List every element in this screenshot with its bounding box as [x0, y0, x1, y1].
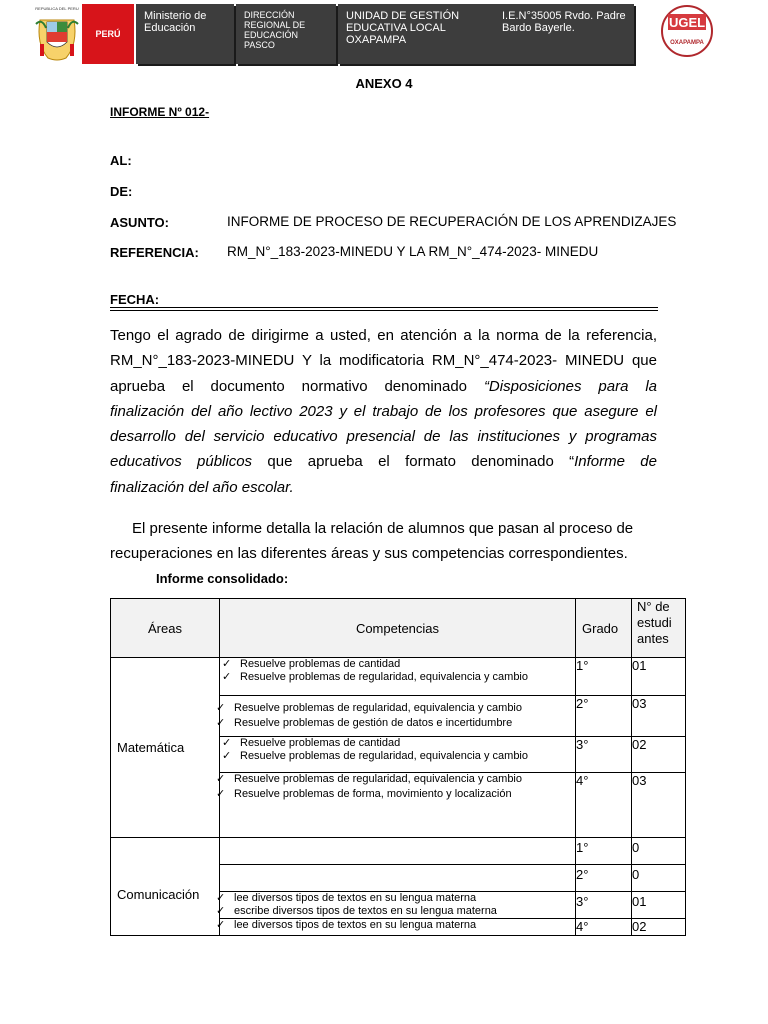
grado-cell: 4°: [576, 773, 632, 838]
grado-cell: 2°: [576, 865, 632, 892]
p1-line-4: finalización del año lectivo 2023 y el trabajo de los profesores que asegure el: [110, 402, 657, 420]
ugel-line-2: EDUCATIVA LOCAL: [346, 22, 446, 34]
competencias-cell: [220, 838, 576, 865]
ugel-line-3: OXAPAMPA: [346, 34, 407, 46]
school-line-1: I.E.N°35005 Rvdo. Padre: [502, 10, 626, 22]
area-comunicacion: Comunicación: [111, 838, 220, 936]
header-competencias: Competencias: [220, 599, 576, 658]
ugel-logo-text: UGEL: [668, 15, 706, 30]
n-estudiantes-cell: 0: [632, 838, 686, 865]
p2-line-1: El presente informe detalla la relación de alumnos que pasan al proceso de: [132, 520, 634, 537]
competencias-cell: ✓ Resuelve problemas de cantidad ✓ Resuelve problemas de regularidad, equivalencia y cambio: [220, 737, 576, 773]
consolidated-subtitle: Informe consolidado:: [156, 571, 289, 586]
check-icon: ✓: [216, 788, 226, 800]
p1-line-3: aprueba el documento normativo denominado “Disposiciones para la: [110, 377, 657, 395]
report-number: INFORME Nº 012-: [110, 105, 210, 119]
grado-cell: 3°: [576, 737, 632, 773]
regional-line-1: DIRECCIÓN: [244, 10, 295, 20]
ugel-line-1: UNIDAD DE GESTIÓN: [346, 10, 460, 22]
n-estudiantes-cell: 02: [632, 919, 686, 936]
n-estudiantes-cell: 02: [632, 737, 686, 773]
de-label: DE:: [110, 184, 133, 199]
check-icon: ✓: [222, 737, 232, 749]
check-icon: ✓: [216, 905, 226, 917]
header-grado: Grado: [576, 599, 632, 658]
n-estudiantes-cell: 01: [632, 892, 686, 919]
letterhead: [0, 0, 768, 68]
regional-line-4: PASCO: [244, 40, 275, 50]
consolidated-table: [110, 598, 686, 936]
competencias-cell: ✓ Resuelve problemas de cantidad ✓ Resuelve problemas de regularidad, equivalencia y cambio: [220, 658, 576, 696]
divider-line-double: [110, 310, 658, 311]
school-line-2: Bardo Bayerle.: [502, 22, 575, 34]
grado-cell: 3°: [576, 892, 632, 919]
table-row: [111, 658, 686, 696]
fecha-label: FECHA:: [110, 292, 160, 307]
check-icon: ✓: [222, 671, 232, 683]
ugel-logo-icon: [660, 4, 714, 58]
check-icon: ✓: [216, 919, 226, 931]
body-paragraph-2: [110, 516, 660, 566]
crest-caption: REPUBLICA DEL PERU: [35, 6, 79, 11]
grado-cell: 1°: [576, 838, 632, 865]
p1-line-7: finalización del año escolar.: [110, 478, 294, 496]
area-matematica: Matemática: [111, 658, 220, 838]
body-paragraph-1: [110, 323, 657, 500]
referencia-label: REFERENCIA:: [110, 245, 199, 260]
regional-line-2: REGIONAL DE: [244, 20, 306, 30]
header-areas: Áreas: [111, 599, 220, 658]
referencia-value: RM_N°_183-2023-MINEDU Y LA RM_N°_474-2023- MINEDU: [227, 244, 599, 259]
check-icon: ✓: [216, 892, 226, 904]
competencias-cell: ✓ lee diversos tipos de textos en su lengua materna ✓ escribe diversos tipos de textos en su lengua materna: [220, 892, 576, 919]
regional-line-3: EDUCACIÓN: [244, 30, 299, 40]
n-estudiantes-cell: 01: [632, 658, 686, 696]
check-icon: ✓: [222, 658, 232, 670]
p2-line-2: recuperaciones en las diferentes áreas y sus competencias correspondientes.: [110, 545, 628, 562]
page-title: ANEXO 4: [355, 76, 413, 91]
grado-cell: 4°: [576, 919, 632, 936]
n-estudiantes-cell: 03: [632, 696, 686, 737]
competencias-cell: ✓ lee diversos tipos de textos en su lengua materna: [220, 919, 576, 936]
regional-direction-box: [236, 4, 336, 64]
competencias-cell: ✓ Resuelve problemas de regularidad, equivalencia y cambio ✓ Resuelve problemas de gestión de datos e incertidumbre: [220, 696, 576, 737]
peru-coat-of-arms-icon: [34, 4, 80, 64]
check-icon: ✓: [222, 750, 232, 762]
header-n-estudiantes: N° de estudi antes: [632, 599, 686, 658]
check-icon: ✓: [216, 702, 226, 714]
n-estudiantes-cell: 03: [632, 773, 686, 838]
competencias-cell: ✓ Resuelve problemas de regularidad, equivalencia y cambio ✓ Resuelve problemas de forma, movimiento y localización: [220, 773, 576, 838]
competencias-cell: [220, 865, 576, 892]
ugel-box: [338, 4, 494, 64]
table-header-row: [111, 599, 686, 658]
n-estudiantes-cell: 0: [632, 865, 686, 892]
grado-cell: 2°: [576, 696, 632, 737]
divider-line: [110, 307, 658, 308]
p1-line-5: desarrollo del servicio educativo presencial de las instituciones y programas: [110, 428, 657, 446]
peru-label: PERÚ: [95, 29, 121, 39]
check-icon: ✓: [216, 717, 226, 729]
ugel-logo-caption: OXAPAMPA: [670, 40, 704, 46]
asunto-label: ASUNTO:: [110, 215, 169, 230]
ministry-box: [136, 4, 234, 64]
grado-cell: 1°: [576, 658, 632, 696]
p1-line-2: RM_N°_183-2023-MINEDU Y la modificatoria RM_N°_474-2023- MINEDU que: [110, 352, 657, 370]
school-box: [494, 4, 634, 64]
ministry-line-1: Ministerio de: [144, 10, 207, 22]
ministry-line-2: Educación: [144, 22, 196, 34]
check-icon: ✓: [216, 773, 226, 785]
table-row: [111, 838, 686, 865]
al-label: AL:: [110, 153, 132, 168]
peru-brand-box: [82, 4, 134, 64]
p1-line-1: Tengo el agrado de dirigirme a usted, en atención a la norma de la referencia,: [110, 327, 657, 344]
asunto-value: INFORME DE PROCESO DE RECUPERACIÓN DE LOS APRENDIZAJES: [227, 214, 677, 229]
p1-line-6: educativos públicos que aprueba el formato denominado “Informe de: [110, 453, 657, 471]
